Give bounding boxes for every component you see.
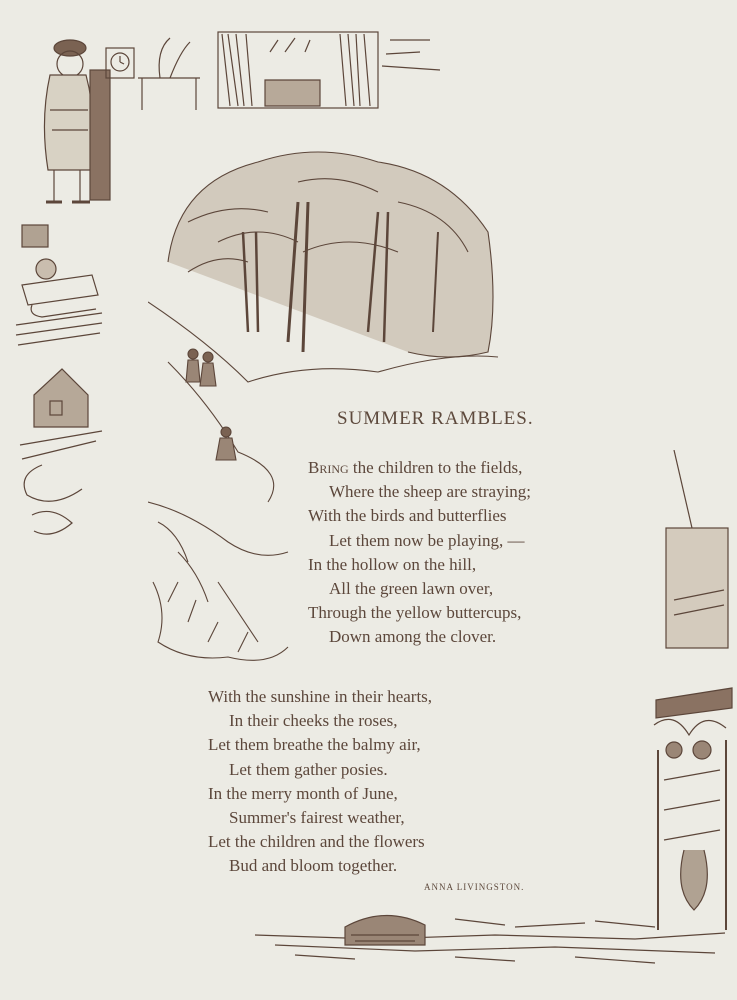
bottom-border-illustration (255, 905, 735, 965)
poem-line: With the sunshine in their hearts, (208, 687, 433, 706)
stanza-2 (208, 685, 432, 879)
poem-line: Let them breathe the balmy air, (208, 735, 421, 755)
poem-line: Bring the children to the fields, (308, 458, 523, 477)
poem-line: In the hollow on the hill, (308, 554, 477, 574)
right-border-illustration (644, 450, 734, 950)
poem-line: Through the yellow buttercups, (308, 603, 522, 623)
poem-line: In their cheeks the roses, (229, 711, 398, 731)
poem-line: Down among the clover. (329, 627, 497, 647)
poem-line: Bud and bloom together. (229, 856, 398, 876)
poem-line: With the birds and butterflies (308, 506, 507, 526)
poem-line: In the merry month of June, (208, 783, 398, 803)
poem-line: All the green lawn over, (329, 579, 494, 599)
poem-title: SUMMER RAMBLES. (337, 408, 534, 429)
poem-author: ANNA LIVINGSTON. (424, 882, 525, 892)
stanza-1 (308, 456, 531, 650)
poem-line: Let them now be playing, — (329, 530, 525, 550)
left-border-illustration (12, 205, 112, 555)
drop-word: Bring (308, 458, 349, 477)
poem-line: Summer's fairest weather, (229, 808, 405, 828)
poem-line: Where the sheep are straying; (329, 482, 532, 502)
poem-line: Let them gather posies. (229, 759, 388, 779)
poem-line: Let the children and the flowers (208, 832, 425, 852)
